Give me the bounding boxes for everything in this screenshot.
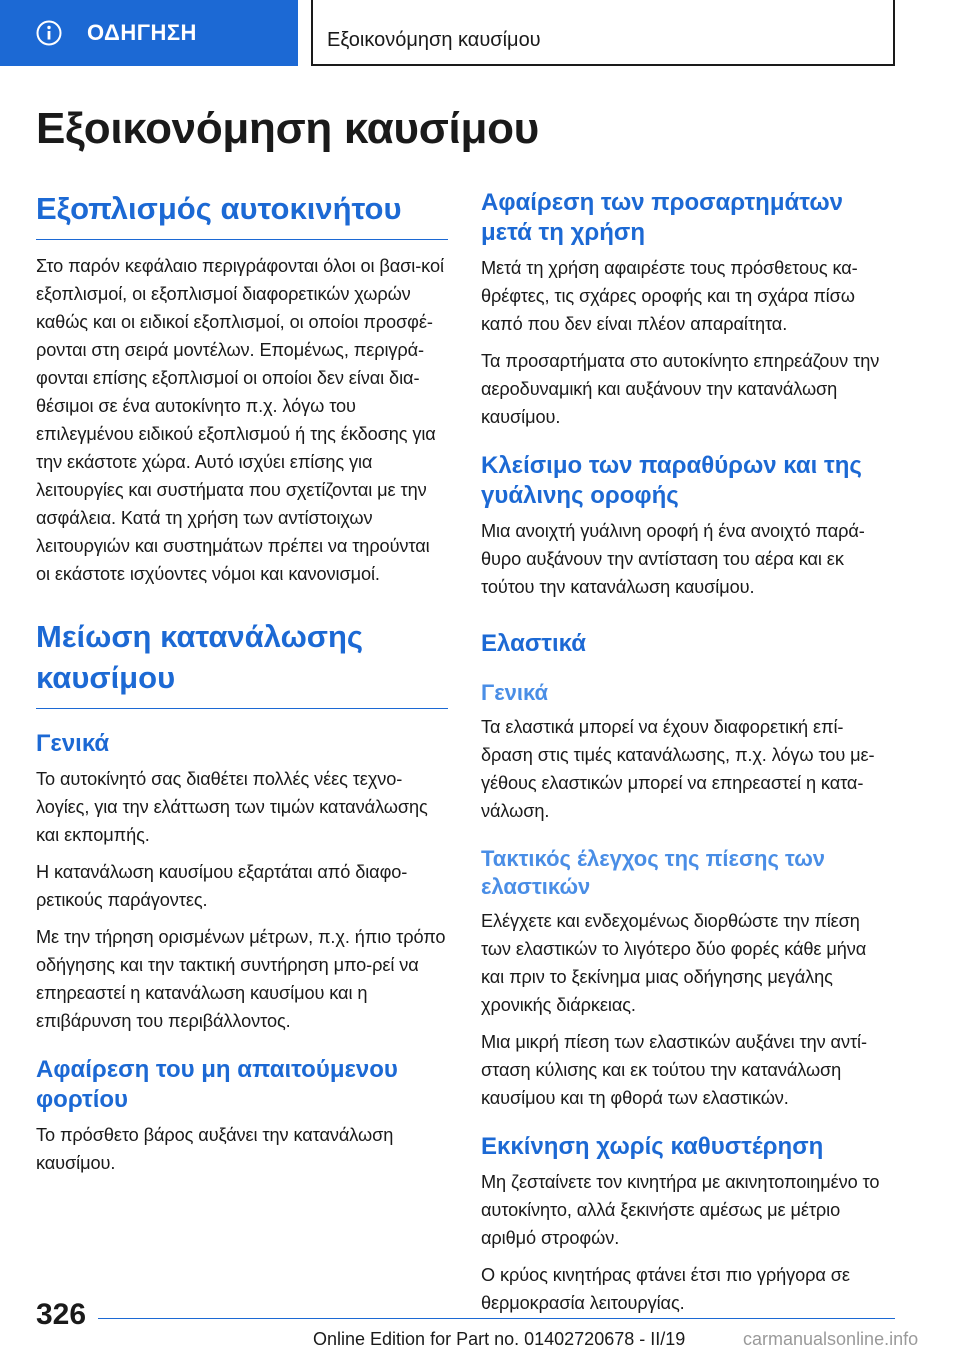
heading-general: Γενικά — [36, 730, 110, 757]
tab-chapter[interactable] — [311, 0, 895, 66]
paragraph-general-3: Με την τήρηση ορισμένων μέτρων, π.χ. ήπιο τρόπο οδήγησης και την τακτική συντήρηση μπο‐ρεί να επηρεαστεί η κατανάλωση καυσίμου και η επιβάρυνση του περιβάλλοντος. — [36, 927, 446, 1031]
top-navigation — [0, 0, 960, 66]
paragraph-attachments-2: Τα προσαρτήματα στο αυτοκίνητο επηρεάζουν την αεροδυναμική και αυξάνουν την κατανάλωση καυσίμου. — [481, 351, 880, 427]
heading-tires-general: Γενικά — [481, 680, 549, 705]
paragraph-start-1: Μη ζεσταίνετε τον κινητήρα με ακινητοποιημένο το αυτοκίνητο, αλλά ξεκινήστε αμέσως με μέτριο αριθμό στροφών. — [481, 1172, 880, 1248]
heading-reduce-consumption: Μείωση κατανάλωσης καυσίμου — [36, 616, 448, 709]
tab-guide-label: ΟΔΗΓΗΣΗ — [87, 20, 197, 45]
tab-chapter-label: Εξοικονόμηση καυσίμου — [327, 29, 541, 51]
paragraph-start-2: Ο κρύος κινητήρας φτάνει έτσι πιο γρήγορα σε θερμοκρασία λειτουργίας. — [481, 1265, 850, 1313]
footer-divider — [98, 1318, 895, 1319]
heading-close-windows: Κλείσιμο των παραθύρων και της γυάλινης οροφής — [481, 452, 862, 509]
paragraph-remove-load: Το πρόσθετο βάρος αυξάνει την κατανάλωση καυσίμου. — [36, 1125, 394, 1173]
tab-guide[interactable] — [0, 0, 298, 66]
footer-watermark: carmanualsonline.info — [743, 1329, 919, 1349]
right-column — [481, 188, 893, 1326]
heading-tire-pressure: Τακτικός έλεγχος της πίεσης των ελαστικών — [481, 846, 826, 899]
paragraph-windows: Μια ανοιχτή γυάλινη οροφή ή ένα ανοιχτό παρά‐θυρο αυξάνουν την αντίσταση του αέρα και εκ τούτου την κατανάλωση καυσίμου. — [481, 521, 865, 597]
heading-tires: Ελαστικά — [481, 630, 586, 657]
paragraph-general-2: Η κατανάλωση καυσίμου εξαρτάται από διαφο‐ρετικούς παράγοντες. — [36, 862, 408, 910]
info-icon — [36, 20, 62, 46]
paragraph-pressure-1: Ελέγχετε και ενδεχομένως διορθώστε την πίεση των ελαστικών το λιγότερο δύο φορές κάθε μήνα και πριν το ξεκίνημα μιας οδήγησης μεγάλης χρονικής διάρκειας. — [481, 911, 867, 1015]
paragraph-general-1: Το αυτοκίνητό σας διαθέτει πολλές νέες τεχνο‐λογίες, για την ελάττωση των τιμών κατανάλωσης και εκπομπής. — [36, 769, 428, 845]
page-title: Εξοικονόμηση καυσίμου — [36, 104, 539, 153]
heading-start-immediately: Εκκίνηση χωρίς καθυστέρηση — [481, 1133, 824, 1160]
paragraph-attachments-1: Μετά τη χρήση αφαιρέστε τους πρόσθετους κα‐θρέφτες, τις σχάρες οροφής και τη σχάρα πίσω καπό που δεν είναι πλέον απαραίτητα. — [481, 258, 858, 334]
paragraph-pressure-2: Μια μικρή πίεση των ελαστικών αυξάνει την αντί‐σταση κύλισης και εκ τούτου την κατανάλωση καυσίμου και τη φθορά των ελαστικών. — [481, 1032, 867, 1108]
footer-edition: Online Edition for Part no. 01402720678 - II/19 — [313, 1329, 686, 1349]
paragraph-tires: Τα ελαστικά μπορεί να έχουν διαφορετική επί‐δραση στις τιμές κατανάλωσης, π.χ. λόγω του με‐γέθους ελαστικών μπορεί να επηρεαστεί η κατα‐νάλωση. — [481, 717, 875, 821]
paragraph-equipment: Στο παρόν κεφάλαιο περιγράφονται όλοι οι βασι‐κοί εξοπλισμοί, οι εξοπλισμοί διαφορετικών χωρών καθώς και οι ειδικοί εξοπλισμοί, οι οποίοι προσφέ‐ρονται στη σειρά μοντέλων. Επομένως, περιγρά‐φονται επίσης εξοπλισμοί οι οποίοι δεν είναι δια‐θέσιμοι σε ένα αυτοκίνητο π.χ. λόγω του επιλεγμένου ειδικού εξοπλισμού ή της έκδοσης για την εκάστοτε χώρα. Αυτό ισχύει επίσης για λειτουργίες και συστήματα που σχετίζονται με την ασφάλεια. Κατά τη χρήση των αντίστοιχων λειτουργιών και συστημάτων πρέπει να τηρούνται οι εκάστοτε ισχύοντες νόμοι και κανονισμοί. — [36, 256, 444, 584]
heading-vehicle-equipment: Εξοπλισμός αυτοκινήτου — [36, 188, 448, 240]
heading-remove-attachments: Αφαίρεση των προσαρτημάτων μετά τη χρήση — [481, 189, 843, 246]
page-number: 326 — [36, 1298, 87, 1331]
left-column — [36, 188, 448, 1186]
heading-remove-load: Αφαίρεση του μη απαιτούμενου φορτίου — [36, 1056, 398, 1113]
